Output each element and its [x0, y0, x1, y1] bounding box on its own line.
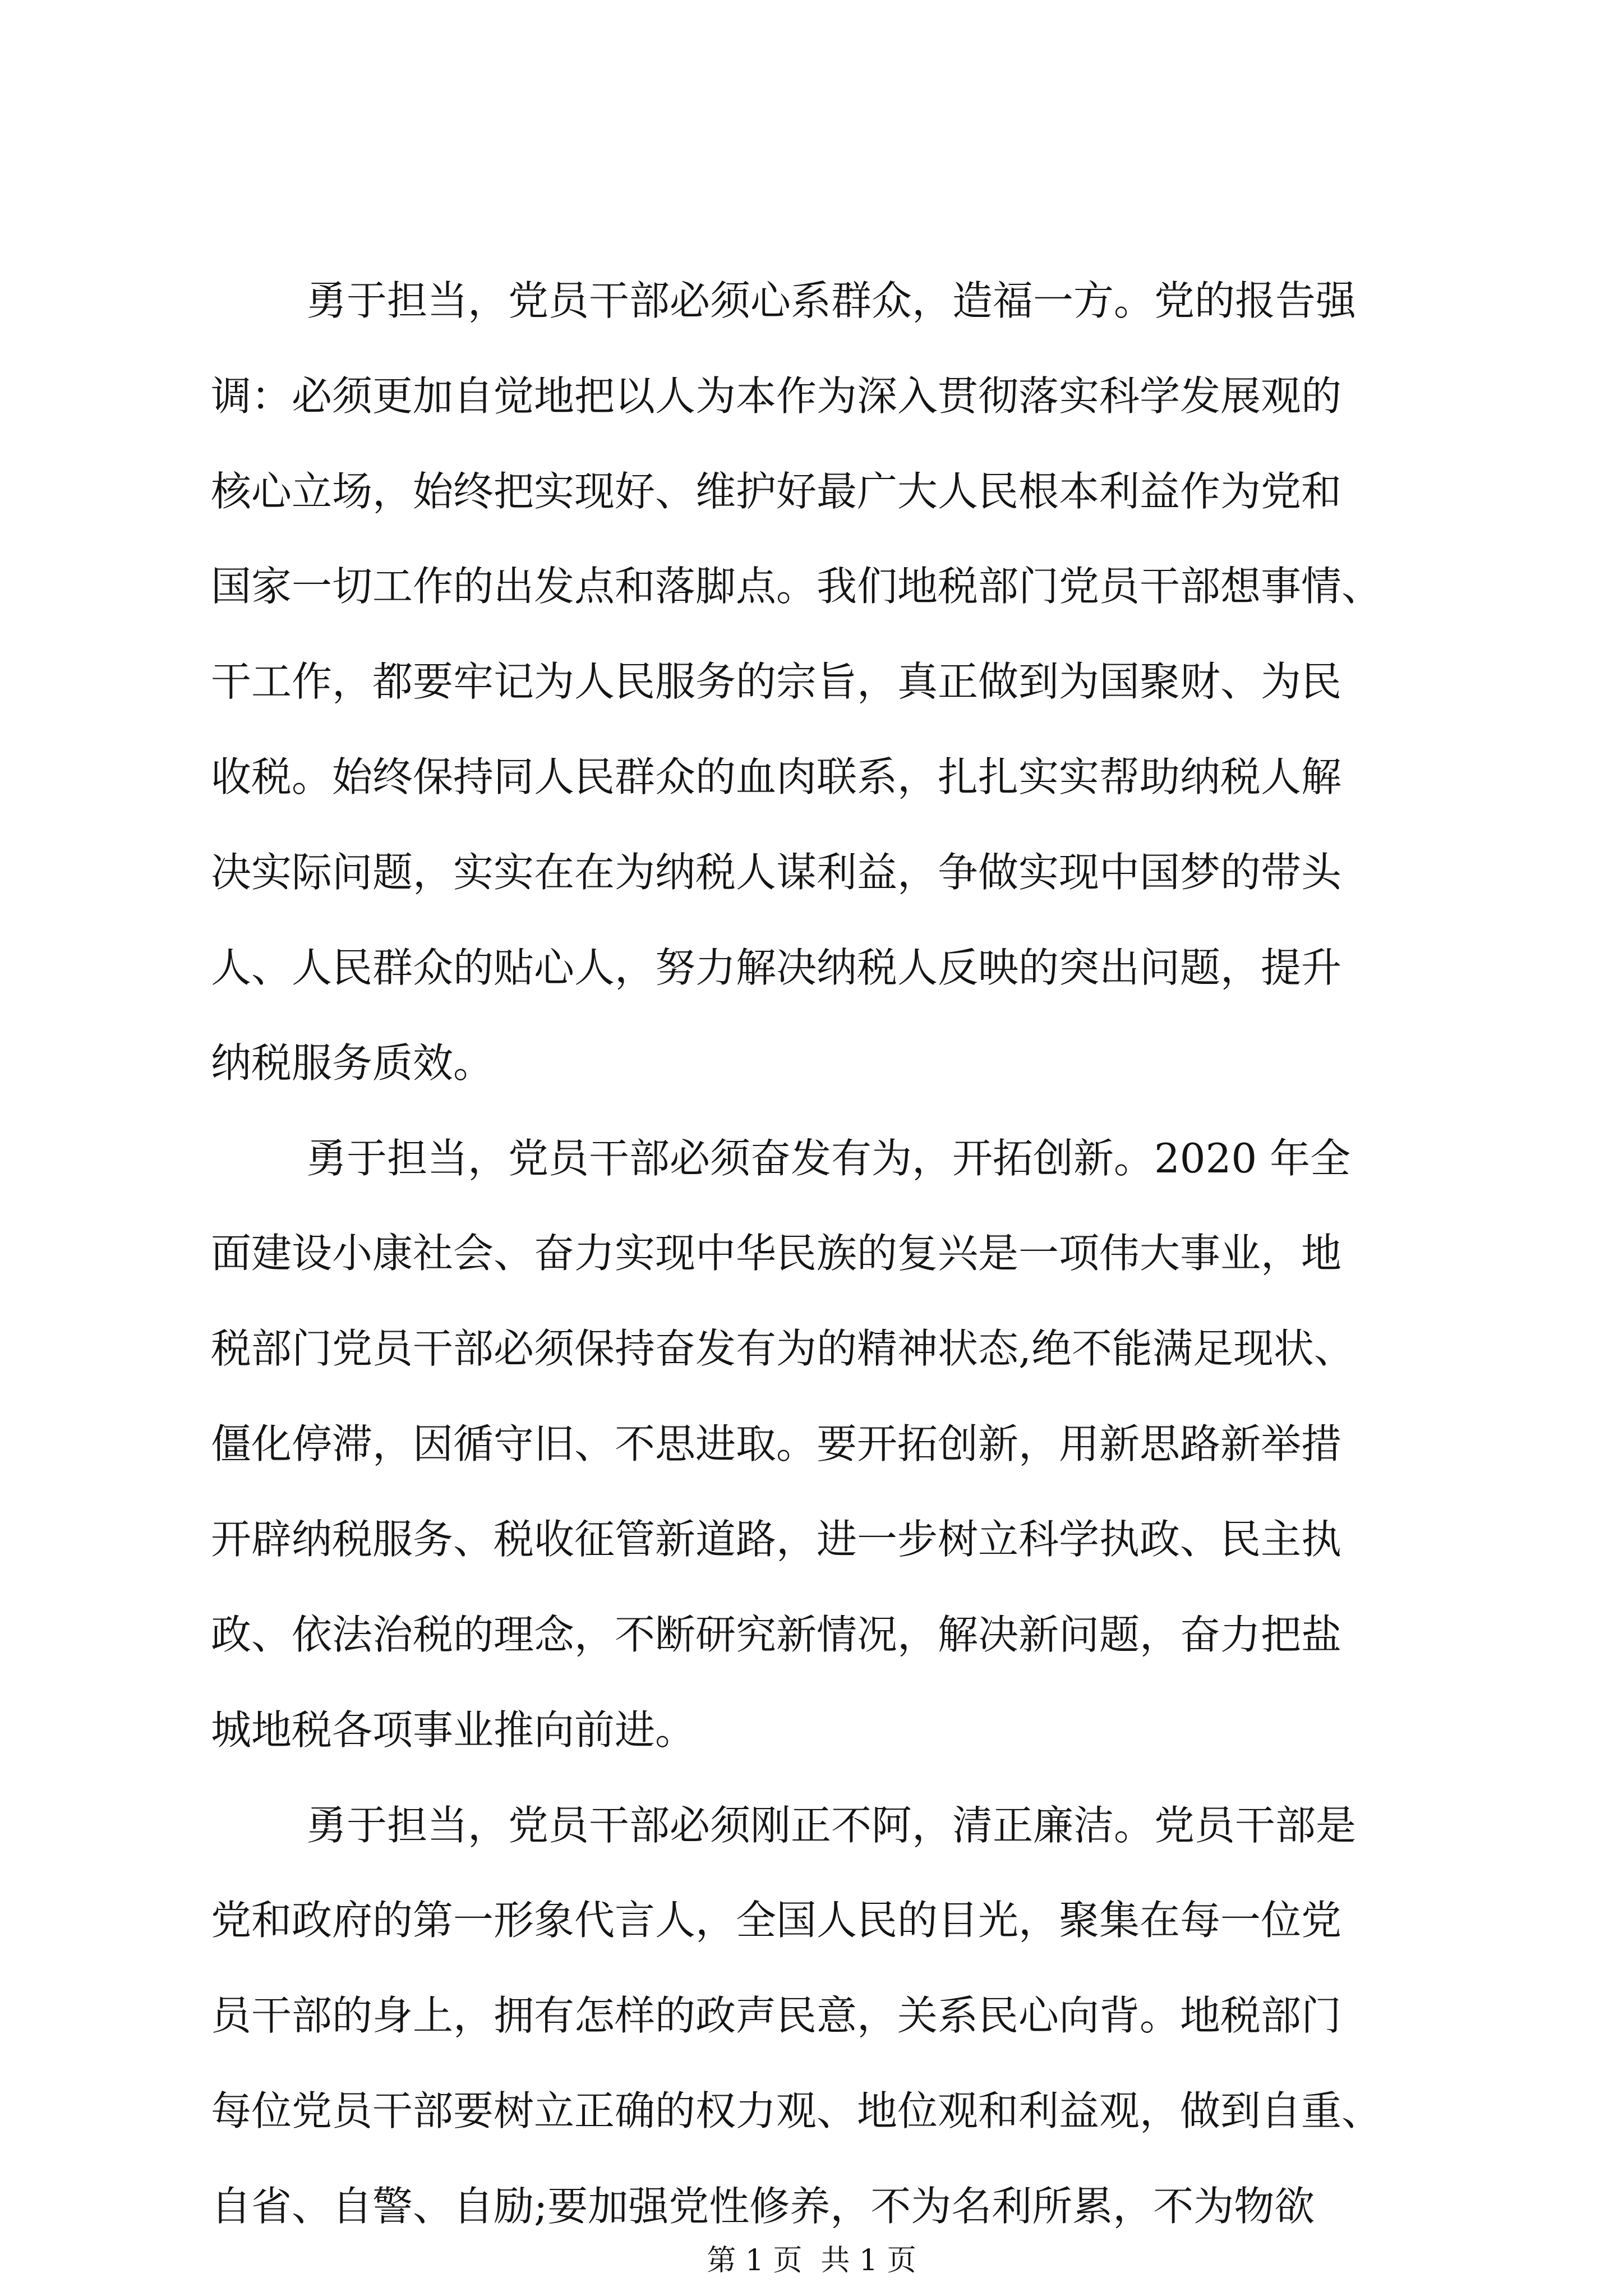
- paragraph-1-line: 调：必须更加自觉地把以人为本作为深入贯彻落实科学发展观的: [211, 372, 1342, 420]
- paragraph-2-line: 城地税各项事业推向前进。: [211, 1706, 696, 1754]
- paragraph-1-line: 干工作，都要牢记为人民服务的宗旨，真正做到为国聚财、为民: [211, 658, 1342, 705]
- paragraph-2-line: 面建设小康社会、奋力实现中华民族的复兴是一项伟大事业，地: [211, 1230, 1342, 1277]
- paragraph-3-line: 员干部的身上，拥有怎样的政声民意，关系民心向背。地税部门: [211, 1992, 1342, 2039]
- paragraph-2-line: 勇于担当，党员干部必须奋发有为，开拓创新。2020 年全: [306, 1135, 1351, 1182]
- paragraph-2-line: 税部门党员干部必须保持奋发有为的精神状态,绝不能满足现状、: [211, 1325, 1354, 1372]
- paragraph-1-line: 国家一切工作的出发点和落脚点。我们地税部门党员干部想事情、: [211, 563, 1382, 610]
- page-number-footer: 第 1 页 共 1 页: [707, 2244, 916, 2277]
- paragraph-2-line: 僵化停滞，因循守旧、不思进取。要开拓创新，用新思路新举措: [211, 1420, 1342, 1467]
- paragraph-1-line: 核心立场，始终把实现好、维护好最广大人民根本利益作为党和: [211, 468, 1342, 515]
- paragraph-1-line: 决实际问题，实实在在为纳税人谋利益，争做实现中国梦的带头: [211, 849, 1342, 896]
- paragraph-1-line: 纳税服务质效。: [211, 1039, 494, 1087]
- paragraph-3-line: 自省、自警、自励;要加强党性修养，不为名利所累，不为物欲: [211, 2183, 1315, 2230]
- paragraph-2-line: 开辟纳税服务、税收征管新道路，进一步树立科学执政、民主执: [211, 1516, 1342, 1563]
- paragraph-1-line: 人、人民群众的贴心人，努力解决纳税人反映的突出问题，提升: [211, 944, 1342, 991]
- paragraph-2-line: 政、依法治税的理念，不断研究新情况，解决新问题，奋力把盐: [211, 1611, 1342, 1658]
- paragraph-3-line: 勇于担当，党员干部必须刚正不阿，清正廉洁。党员干部是: [306, 1802, 1357, 1849]
- paragraph-3-line: 党和政府的第一形象代言人，全国人民的目光，聚集在每一位党: [211, 1897, 1342, 1944]
- paragraph-1-line: 勇于担当，党员干部必须心系群众，造福一方。党的报告强: [306, 277, 1357, 324]
- paragraph-3-line: 每位党员干部要树立正确的权力观、地位观和利益观，做到自重、: [211, 2087, 1382, 2134]
- paragraph-1-line: 收税。始终保持同人民群众的血肉联系，扎扎实实帮助纳税人解: [211, 753, 1342, 800]
